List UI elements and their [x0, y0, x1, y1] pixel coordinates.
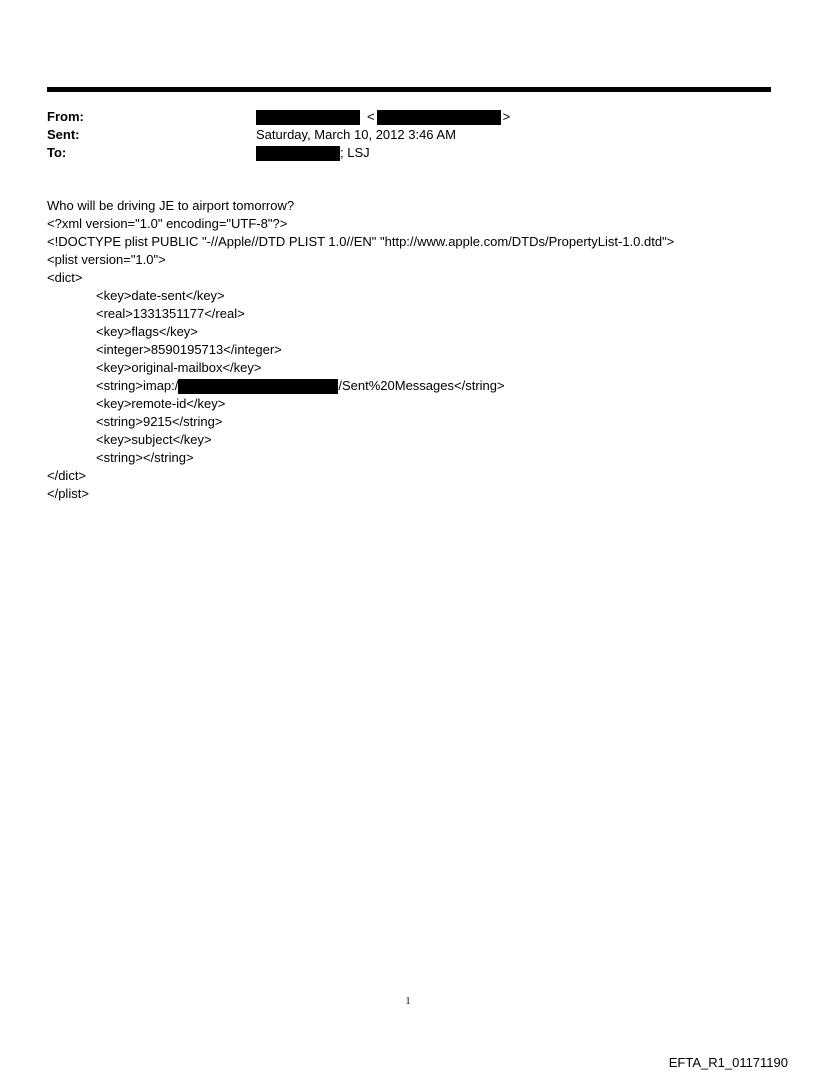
redaction-box	[256, 146, 340, 161]
from-row	[47, 108, 771, 126]
header-rule	[47, 87, 771, 92]
xml-line: <key>date-sent</key>	[96, 288, 225, 303]
from-value	[256, 108, 512, 126]
email-body	[47, 197, 777, 503]
from-label: From:	[47, 109, 84, 124]
redaction-box	[178, 379, 338, 394]
xml-line: <key>remote-id</key>	[96, 396, 226, 411]
email-header	[47, 108, 771, 162]
xml-line: <!DOCTYPE plist PUBLIC "-//Apple//DTD PLIST 1.0//EN" "http://www.apple.com/DTDs/PropertyList-1.0.dtd">	[47, 234, 675, 249]
xml-line: <key>subject</key>	[96, 432, 212, 447]
page-number: 1	[405, 996, 411, 1007]
from-open-bracket: <	[367, 109, 375, 124]
xml-line: <key>flags</key>	[96, 324, 198, 339]
xml-line: <dict>	[47, 270, 83, 285]
from-close-bracket: >	[502, 109, 511, 124]
document-id: EFTA_R1_01171190	[668, 1055, 788, 1070]
xml-line: <plist version="1.0">	[47, 252, 166, 267]
xml-line: <?xml version="1.0" encoding="UTF-8"?>	[47, 216, 288, 231]
message-line: Who will be driving JE to airport tomorrow?	[47, 198, 295, 213]
imap-suffix: /Sent%20Messages</string>	[338, 378, 505, 393]
to-label: To:	[47, 145, 67, 160]
imap-line	[47, 377, 777, 395]
xml-line: </plist>	[47, 486, 89, 501]
redaction-box	[377, 110, 501, 125]
xml-line: <string></string>	[96, 450, 194, 465]
sent-value: Saturday, March 10, 2012 3:46 AM	[256, 127, 456, 142]
xml-line: </dict>	[47, 468, 87, 483]
redaction-box	[256, 110, 360, 125]
sent-label: Sent:	[47, 127, 80, 142]
sent-row	[47, 126, 771, 144]
to-row	[47, 144, 771, 162]
xml-line: <key>original-mailbox</key>	[96, 360, 262, 375]
xml-line: <integer>8590195713</integer>	[96, 342, 282, 357]
to-value	[256, 144, 370, 162]
to-suffix: ; LSJ	[340, 145, 370, 160]
xml-line: <string>9215</string>	[96, 414, 223, 429]
xml-line: <real>1331351177</real>	[96, 306, 245, 321]
imap-prefix: <string>imap:/	[96, 378, 179, 393]
